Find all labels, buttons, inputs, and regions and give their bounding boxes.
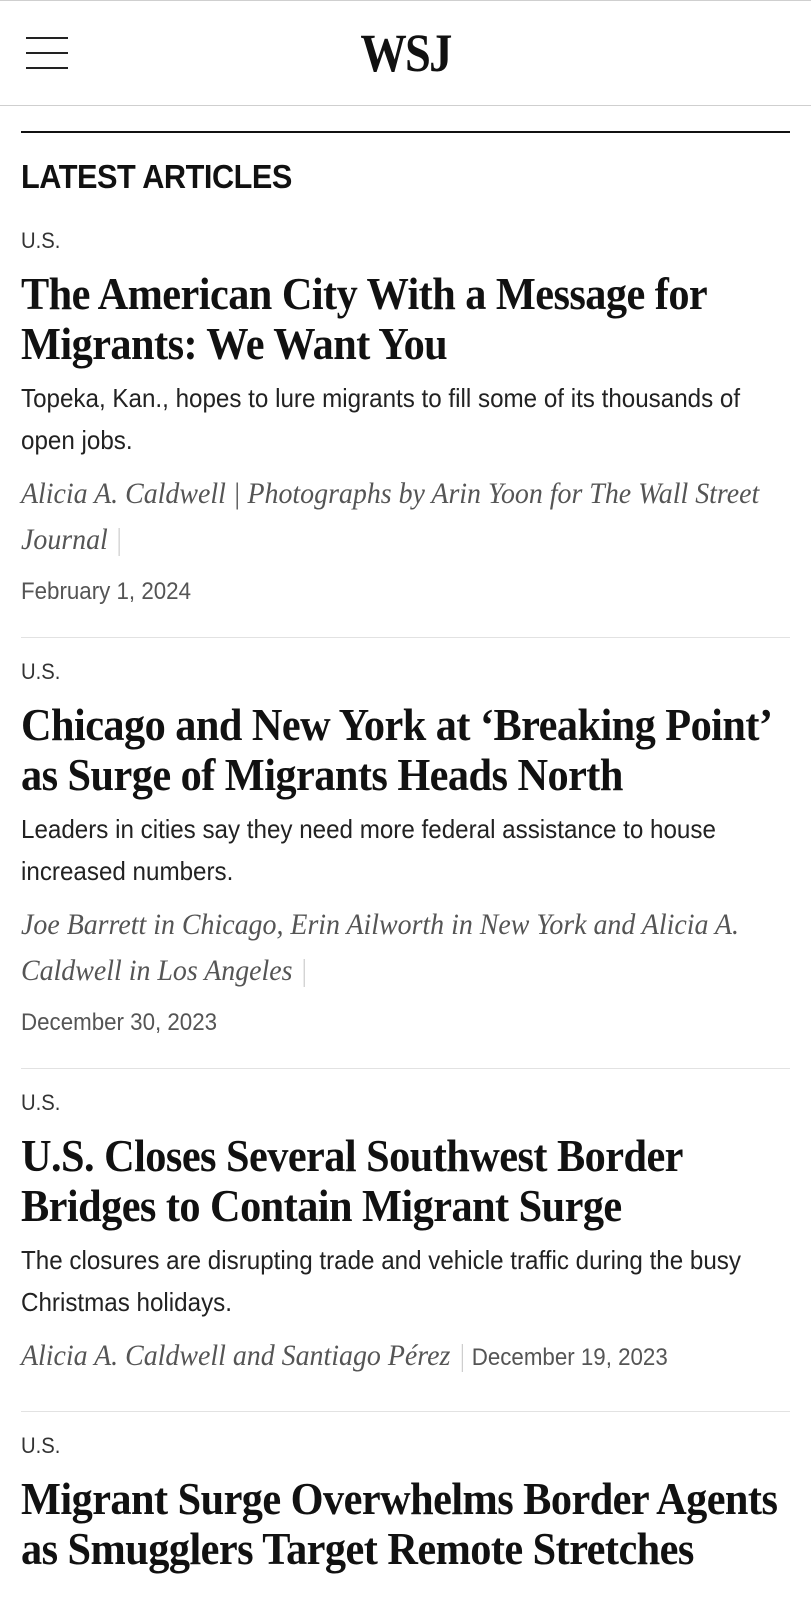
article-byline-row <box>21 902 788 994</box>
article-headline[interactable]: Migrant Surge Overwhelms Border Agents as Smugglers Target Remote Stretches <box>21 1473 778 1574</box>
article-item <box>21 1432 790 1604</box>
article-summary: Leaders in cities say they need more federal assistance to house increased numbers. <box>21 814 716 886</box>
article-byline: Joe Barrett in Chicago, Erin Ailworth in New York and Alicia A. Caldwell in Los Angeles <box>21 908 739 987</box>
article-list-container <box>21 131 790 1624</box>
article-date: December 19, 2023 <box>471 1344 668 1371</box>
article-byline: Alicia A. Caldwell | Photographs by Arin Yoon for The Wall Street Journal <box>21 477 760 556</box>
article-date: December 30, 2023 <box>21 1009 218 1036</box>
article-item <box>21 1089 790 1412</box>
byline-separator <box>304 959 305 987</box>
byline-separator <box>461 1344 462 1372</box>
article-date: February 1, 2024 <box>21 578 191 605</box>
article-item <box>21 658 790 1069</box>
article-summary: Topeka, Kan., hopes to lure migrants to fill some of its thousands of open jobs. <box>21 383 741 455</box>
article-byline-row <box>21 1333 788 1381</box>
article-byline: Alicia A. Caldwell and Santiago Pérez <box>21 1339 451 1372</box>
article-item <box>21 227 790 638</box>
article-byline-row <box>21 471 788 563</box>
article-category[interactable]: U.S. <box>21 1090 61 1115</box>
byline-separator <box>119 528 120 556</box>
article-category[interactable]: U.S. <box>21 659 61 684</box>
top-navigation-bar <box>0 0 811 106</box>
article-headline[interactable]: Chicago and New York at ‘Breaking Point’ as Surge of Migrants Heads North <box>21 699 770 800</box>
article-category[interactable]: U.S. <box>21 228 61 253</box>
article-category[interactable]: U.S. <box>21 1433 61 1458</box>
section-heading: LATEST ARTICLES <box>21 158 292 195</box>
wsj-logo[interactable]: WSJ <box>360 23 451 83</box>
section-top-rule <box>21 131 790 133</box>
article-headline[interactable]: The American City With a Message for Migrants: We Want You <box>21 268 707 369</box>
article-summary: The closures are disrupting trade and vehicle traffic during the busy Christmas holidays. <box>21 1245 741 1317</box>
article-headline[interactable]: U.S. Closes Several Southwest Border Bridges to Contain Migrant Surge <box>21 1130 683 1231</box>
